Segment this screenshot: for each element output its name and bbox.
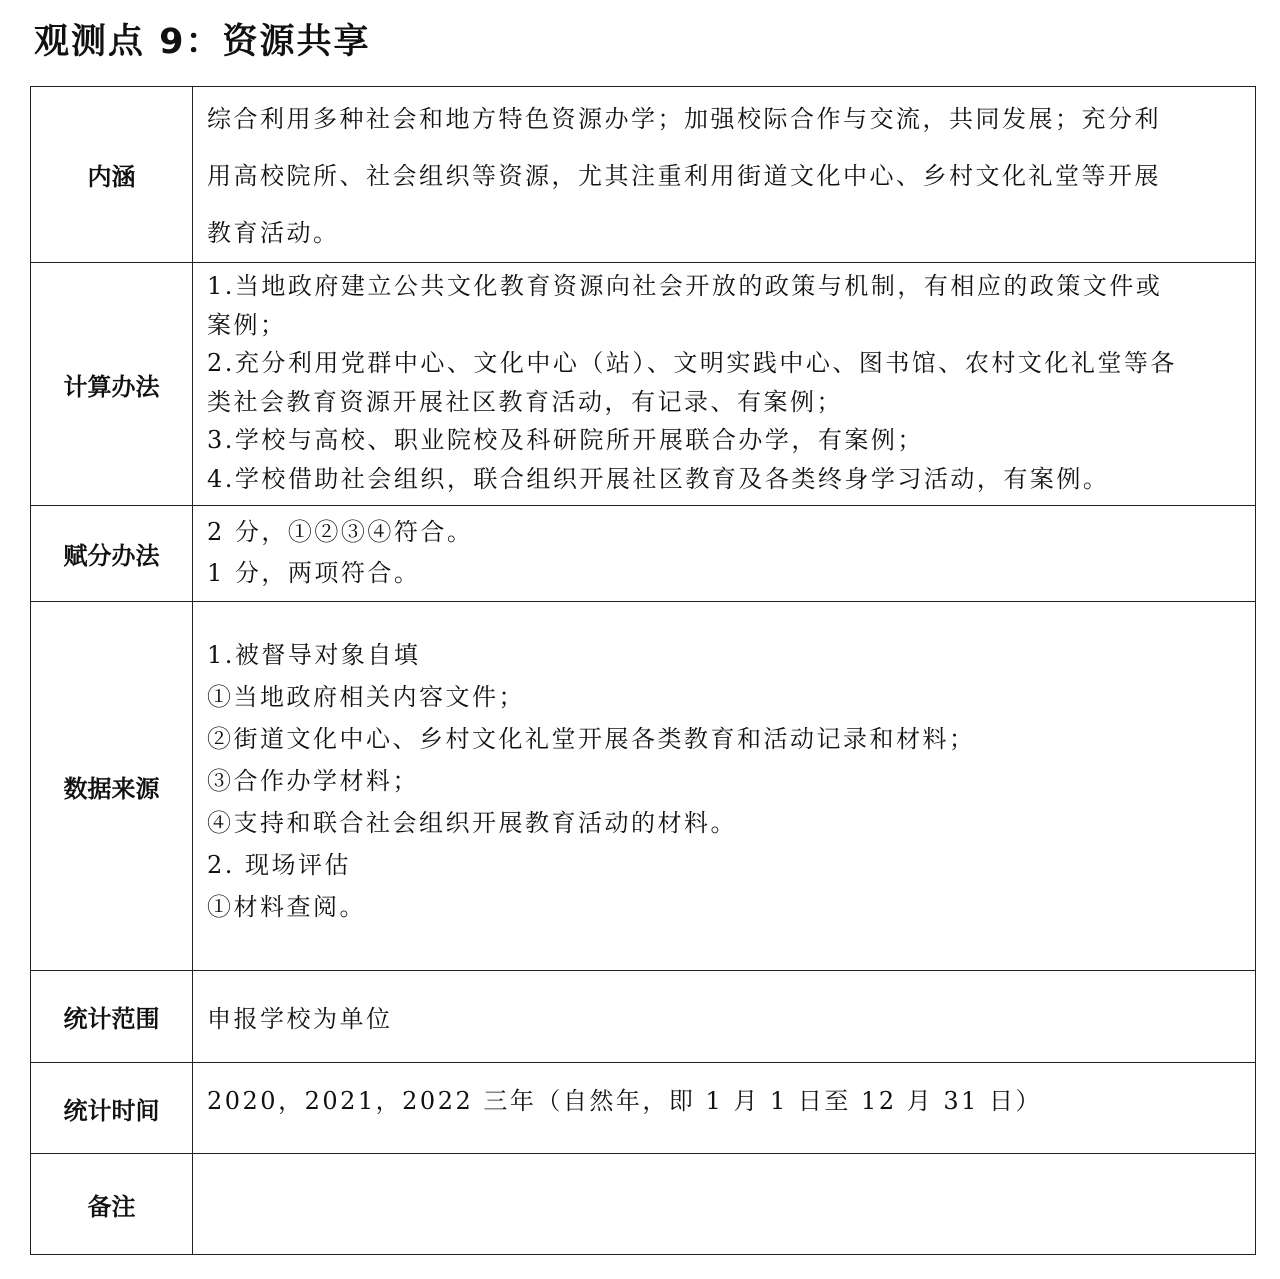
row-calculation xyxy=(31,263,1256,506)
text-line: 2.充分利用党群中心、文化中心（站）、文明实践中心、图书馆、农村文化礼堂等各 xyxy=(207,349,1177,377)
text-line: 申报学校为单位 xyxy=(207,1005,393,1033)
text-line: 1.当地政府建立公共文化教育资源向社会开放的政策与机制，有相应的政策文件或 xyxy=(207,272,1163,300)
text-line: 3.学校与高校、职业院校及科研院所开展联合办学，有案例； xyxy=(207,426,924,454)
row-remarks xyxy=(31,1154,1256,1255)
text-line: 2. 现场评估 xyxy=(207,851,352,879)
label-calculation: 计算办法 xyxy=(31,263,193,506)
content-calculation xyxy=(193,263,1256,506)
row-scope xyxy=(31,971,1256,1063)
text-line: 1.被督导对象自填 xyxy=(207,641,421,669)
content-data-source xyxy=(193,602,1256,971)
content-period xyxy=(193,1063,1256,1154)
row-connotation xyxy=(31,87,1256,263)
row-data-source xyxy=(31,602,1256,971)
text-line: 4.学校借助社会组织，联合组织开展社区教育及各类终身学习活动，有案例。 xyxy=(207,464,1110,493)
row-scoring xyxy=(31,506,1256,602)
page-title: 观测点 9：资源共享 xyxy=(34,22,371,62)
text-line: ①材料查阅。 xyxy=(207,893,366,921)
label-data-source: 数据来源 xyxy=(31,602,193,971)
text-line: 综合利用多种社会和地方特色资源办学；加强校际合作与交流，共同发展；充分利 xyxy=(207,105,1161,133)
text-line: ①当地政府相关内容文件； xyxy=(207,683,525,711)
text-line: ④支持和联合社会组织开展教育活动的材料。 xyxy=(207,809,737,837)
text-line: 教育活动。 xyxy=(207,219,340,247)
label-scoring: 赋分办法 xyxy=(31,506,193,602)
text-line: 2 分，①②③④符合。 xyxy=(207,518,474,546)
text-line: ③合作办学材料； xyxy=(207,767,419,795)
label-remarks: 备注 xyxy=(31,1154,193,1255)
content-remarks xyxy=(193,1154,1256,1255)
text-line: 2020，2021，2022 三年（自然年，即 1 月 1 日至 12 月 31 日） xyxy=(207,1087,1043,1115)
text-line: ②街道文化中心、乡村文化礼堂开展各类教育和活动记录和材料； xyxy=(207,725,976,753)
content-scope xyxy=(193,971,1256,1063)
content-scoring xyxy=(193,506,1256,602)
text-line: 用高校院所、社会组织等资源，尤其注重利用街道文化中心、乡村文化礼堂等开展 xyxy=(207,162,1161,190)
text-line: 1 分，两项符合。 xyxy=(207,559,421,587)
row-period xyxy=(31,1063,1256,1154)
indicator-table xyxy=(30,86,1256,1255)
label-period: 统计时间 xyxy=(31,1063,193,1154)
text-line: 案例； xyxy=(207,310,287,339)
label-scope: 统计范围 xyxy=(31,971,193,1063)
text-line: 类社会教育资源开展社区教育活动，有记录、有案例； xyxy=(207,387,843,416)
label-connotation: 内涵 xyxy=(31,87,193,263)
content-connotation xyxy=(193,87,1256,263)
